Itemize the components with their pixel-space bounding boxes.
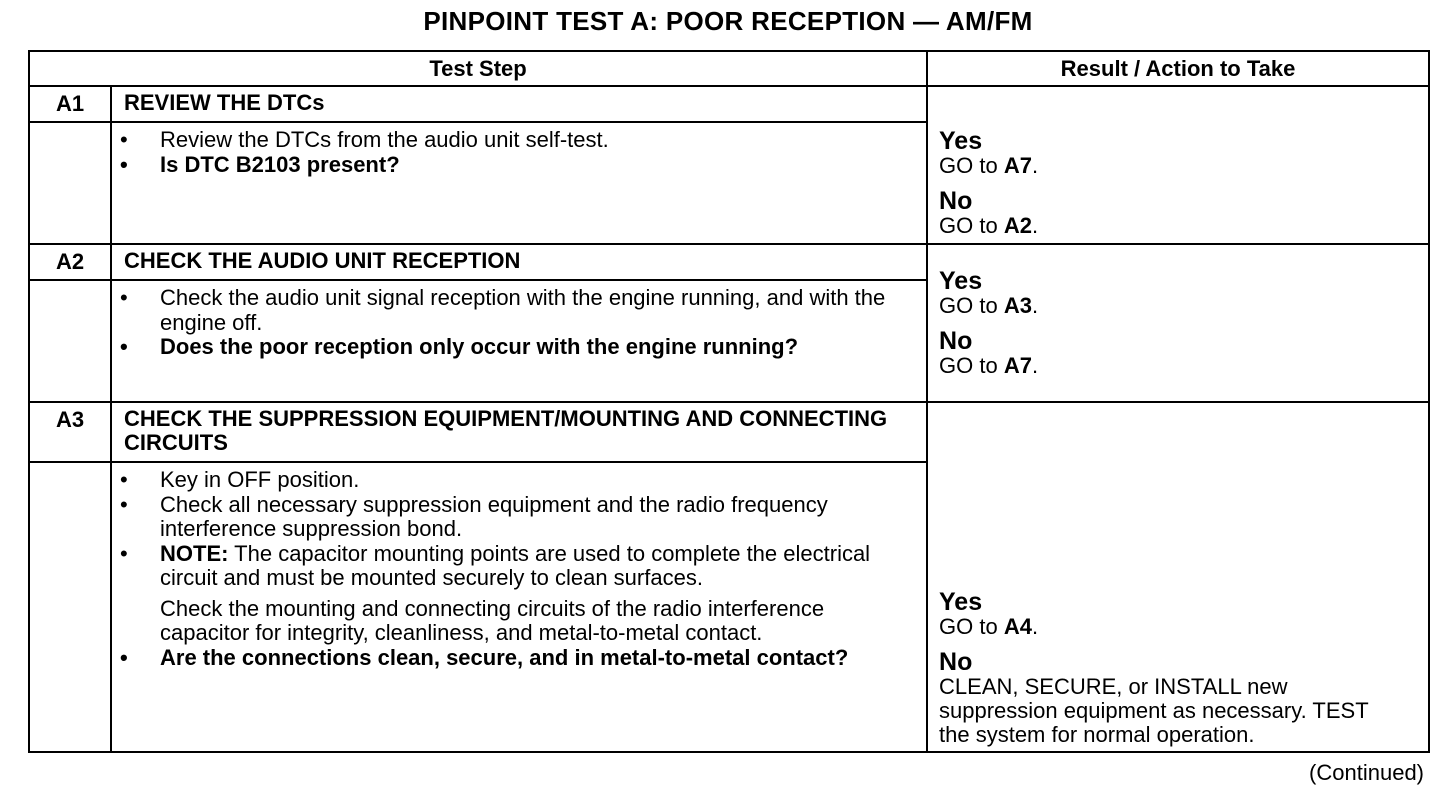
yes-label: Yes <box>939 127 983 155</box>
step-a1-result <box>927 86 1429 244</box>
step-id-blank <box>29 122 111 244</box>
page-title: PINPOINT TEST A: POOR RECEPTION — AM/FM <box>423 6 1033 36</box>
yes-action: GO to A3. <box>939 293 1039 318</box>
yes-label: Yes <box>939 267 983 295</box>
table-header-row <box>29 51 1429 86</box>
step-body <box>111 462 927 752</box>
step-title: REVIEW THE DTCs <box>111 86 927 122</box>
yes-label: Yes <box>939 588 983 616</box>
list-item: • Key in OFF position. <box>160 468 916 493</box>
no-action: GO to A2. <box>939 213 1039 238</box>
step-title: CHECK THE AUDIO UNIT RECEPTION <box>111 244 927 280</box>
step-a3-title-row <box>29 402 1429 462</box>
step-title: CHECK THE SUPPRESSION EQUIPMENT/MOUNTING AND CONNECTING CIRCUITS <box>111 402 927 462</box>
no-action: CLEAN, SECURE, or INSTALL new suppression equipment as necessary. TEST the system for normal operation. <box>939 674 1369 747</box>
no-label: No <box>939 648 973 676</box>
yes-action: GO to A4. <box>939 614 1039 639</box>
step-id: A2 <box>29 244 111 280</box>
no-action: GO to A7. <box>939 353 1039 378</box>
step-a2-result <box>927 244 1429 402</box>
continued-label: (Continued) <box>1309 760 1424 785</box>
step-a3-result <box>927 402 1429 752</box>
step-a1-title-row <box>29 86 1429 122</box>
yes-action: GO to A7. <box>939 153 1039 178</box>
list-item: • Does the poor reception only occur with the engine running? <box>160 335 916 360</box>
no-label: No <box>939 187 973 215</box>
result-header: Result / Action to Take <box>927 51 1429 86</box>
pinpoint-test-table <box>28 50 1430 753</box>
list-item: • Check the audio unit signal reception with the engine running, and with the engine off. <box>160 286 916 335</box>
step-body <box>111 280 927 402</box>
step-id: A1 <box>29 86 111 122</box>
note-text: The capacitor mounting points are used to complete the electrical circuit and must be mounted securely to clean surfaces. <box>160 540 871 590</box>
step-body <box>111 122 927 244</box>
list-item: • Check all necessary suppression equipment and the radio frequency interference suppression bond. <box>160 493 916 542</box>
step-a2-title-row <box>29 244 1429 280</box>
step-id: A3 <box>29 402 111 462</box>
no-label: No <box>939 327 973 355</box>
step-id-blank <box>29 280 111 402</box>
step-id-blank <box>29 462 111 752</box>
list-item: • Are the connections clean, secure, and in metal-to-metal contact? <box>160 646 916 671</box>
note-paragraph: Check the mounting and connecting circuits of the radio interference capacitor for integrity, cleanliness, and metal-to-metal contact. <box>160 595 825 645</box>
note-label: NOTE: <box>160 540 229 566</box>
test-step-header: Test Step <box>29 51 927 86</box>
list-item <box>160 542 916 646</box>
list-item: • Review the DTCs from the audio unit self-test. <box>160 128 916 153</box>
list-item: • Is DTC B2103 present? <box>160 153 916 178</box>
